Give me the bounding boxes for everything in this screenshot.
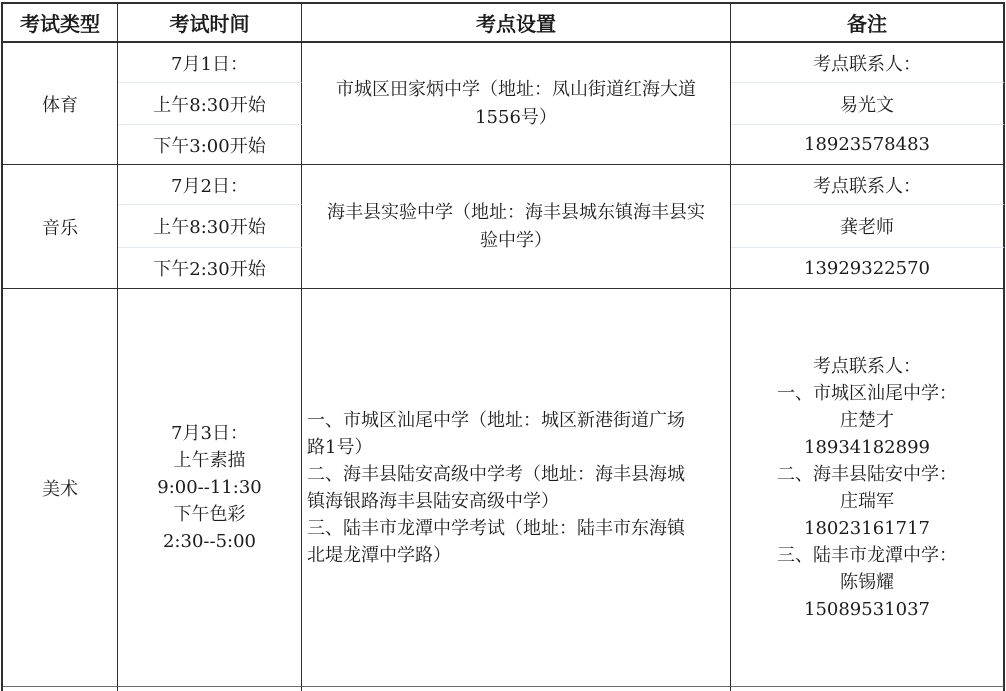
remark-line: 18934182899	[804, 436, 930, 458]
remark-line: 15089531037	[804, 598, 930, 620]
header-exam-type: 考试类型	[3, 4, 118, 43]
header-remarks: 备注	[731, 4, 1005, 43]
header-venue: 考点设置	[302, 4, 731, 43]
remark-line: 庄瑞军	[840, 490, 894, 512]
remark-line: 一、市城区汕尾中学：	[777, 382, 957, 404]
remark-line: 考点联系人：	[813, 355, 921, 377]
cell-venue	[302, 289, 731, 687]
time-line: 9:00--11:30	[157, 477, 262, 498]
cell-remark: 考点联系人：	[731, 165, 1005, 205]
time-line: 下午色彩	[173, 504, 246, 525]
cell-exam-time: 下午2:30开始	[118, 248, 302, 289]
cell-exam-time: 上午8:30开始	[118, 205, 302, 248]
remark-line: 二、海丰县陆安中学：	[777, 463, 957, 485]
time-line: 上午素描	[173, 450, 246, 471]
time-line: 7月3日：	[171, 423, 248, 444]
remark-line: 陈锡耀	[840, 571, 894, 593]
cell-exam-time: 7月1日：	[118, 43, 302, 83]
cell-exam-type: 美术	[3, 289, 118, 687]
cell-empty	[731, 687, 1005, 691]
cell-exam-time: 上午8:30开始	[118, 83, 302, 125]
table-row-partial	[3, 687, 1005, 691]
cell-exam-time: 7月2日：	[118, 165, 302, 205]
venue-line: 1556号）	[475, 106, 557, 128]
venue-line: 市城区田家炳中学（地址：凤山街道红海大道	[336, 78, 696, 100]
remark-line: 庄楚才	[840, 409, 894, 431]
cell-remark: 龚老师	[731, 205, 1005, 248]
cell-remark: 考点联系人：	[731, 43, 1005, 83]
venue-item: 三、陆丰市龙潭中学考试（地址：陆丰市东海镇北堤龙潭中学路）	[307, 517, 685, 566]
header-exam-time: 考试时间	[118, 4, 302, 43]
cell-empty	[302, 687, 731, 691]
table-row	[3, 165, 1005, 205]
cell-remark: 18923578483	[731, 125, 1005, 165]
cell-remark: 13929322570	[731, 248, 1005, 289]
cell-exam-time: 下午3:00开始	[118, 125, 302, 165]
venue-line: 海丰县实验中学（地址：海丰县城东镇海丰县实	[327, 201, 705, 223]
time-line: 2:30--5:00	[162, 531, 256, 552]
cell-remark: 易光文	[731, 83, 1005, 125]
venue-item: 一、市城区汕尾中学（地址：城区新港街道广场路1号）	[307, 409, 685, 458]
cell-exam-type: 音乐	[3, 165, 118, 289]
exam-schedule-table	[1, 2, 1005, 691]
cell-empty	[118, 687, 302, 691]
table-row	[3, 43, 1005, 83]
table-row	[3, 289, 1005, 687]
cell-exam-time	[118, 289, 302, 687]
cell-empty	[3, 687, 118, 691]
header-row	[3, 4, 1005, 43]
venue-item: 二、海丰县陆安高级中学考（地址：海丰县海城镇海银路海丰县陆安高级中学）	[307, 463, 685, 512]
cell-remark	[731, 289, 1005, 687]
remark-line: 18023161717	[804, 517, 930, 539]
venue-line: 验中学）	[480, 229, 552, 251]
cell-exam-type: 体育	[3, 43, 118, 165]
remark-line: 三、陆丰市龙潭中学：	[777, 544, 957, 566]
cell-venue	[302, 43, 731, 165]
cell-venue	[302, 165, 731, 289]
